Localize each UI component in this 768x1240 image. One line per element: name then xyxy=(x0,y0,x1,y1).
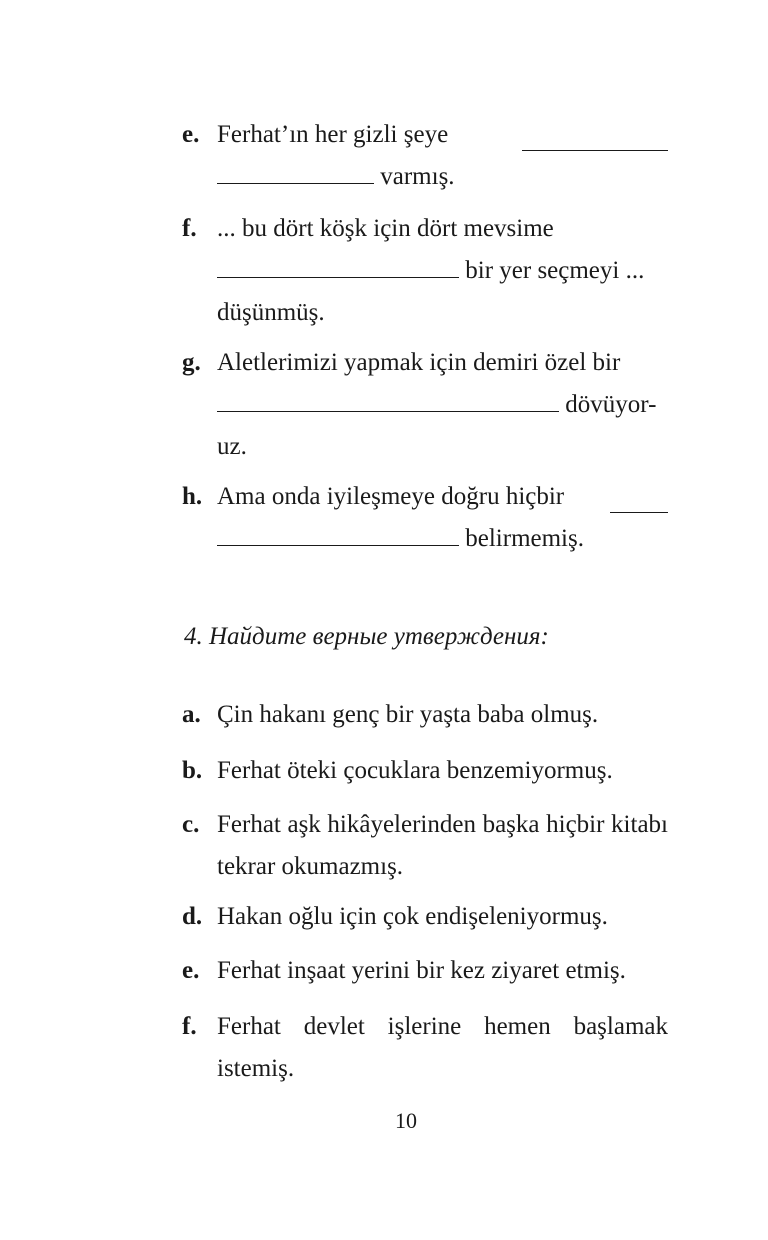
statement-text: Çin hakanı genç bir yaşta baba olmuş. xyxy=(217,701,599,728)
fill-in-item-f xyxy=(182,208,668,334)
statement-text: Ferhat öteki çocuklara benzemiyormuş. xyxy=(217,757,613,784)
statement-d xyxy=(182,896,668,938)
item-letter: f. xyxy=(182,215,197,242)
item-letter: e. xyxy=(182,957,200,984)
item-letter: g. xyxy=(182,349,201,376)
item-text-line: uz. xyxy=(217,433,247,460)
item-letter: e. xyxy=(182,121,200,148)
statement-e xyxy=(182,950,668,992)
fill-in-item-e xyxy=(182,114,668,198)
item-letter: f. xyxy=(182,1013,197,1040)
item-letter: b. xyxy=(182,757,203,784)
item-letter: c. xyxy=(182,811,200,838)
item-text xyxy=(217,476,668,560)
answer-blank[interactable] xyxy=(217,253,459,278)
item-letter: a. xyxy=(182,701,201,728)
answer-blank[interactable] xyxy=(217,387,559,412)
statement-c xyxy=(182,804,668,888)
fill-in-item-h xyxy=(182,476,668,560)
item-text-line: Ama onda iyileşmeye doğru hiçbir xyxy=(217,483,565,510)
statement-text: Hakan oğlu için çok endişeleniyormuş. xyxy=(217,903,608,930)
page-number: 10 xyxy=(395,1108,417,1133)
item-text xyxy=(217,114,668,198)
item-text-line: ... bu dört köşk için dört mevsime xyxy=(217,215,554,242)
item-text-line: dövüyor- xyxy=(565,391,657,418)
statement-text: Ferhat devlet işlerine hemen başlamak istemiş. xyxy=(217,1013,668,1082)
item-text-line: Ferhat’ın her gizli şeye xyxy=(217,121,449,148)
item-text-line: varmış. xyxy=(380,163,455,190)
item-text xyxy=(217,342,668,468)
answer-blank[interactable] xyxy=(217,521,459,546)
item-text-line: bir yer seçmeyi ... xyxy=(465,257,645,284)
item-text-line: belirmemiş. xyxy=(465,525,584,552)
answer-blank[interactable] xyxy=(217,159,374,184)
item-text-line: düşünmüş. xyxy=(217,299,325,326)
section-heading: 4. Найдите верные утверждения: xyxy=(184,623,549,650)
item-letter: h. xyxy=(182,483,203,510)
item-text-line: Aletlerimizi yapmak için demiri özel bir xyxy=(217,349,621,376)
answer-blank[interactable] xyxy=(610,488,668,513)
statement-text: Ferhat aşk hikâyelerinden başka hiçbir kitabı tekrar okumazmış. xyxy=(217,811,668,880)
item-text xyxy=(217,208,668,334)
fill-in-item-g xyxy=(182,342,668,468)
answer-blank[interactable] xyxy=(522,126,668,151)
statement-text: Ferhat inşaat yerini bir kez ziyaret etmiş. xyxy=(217,957,626,984)
statement-a xyxy=(182,694,668,736)
item-letter: d. xyxy=(182,903,203,930)
statement-f xyxy=(182,1006,668,1090)
statement-b xyxy=(182,750,668,792)
